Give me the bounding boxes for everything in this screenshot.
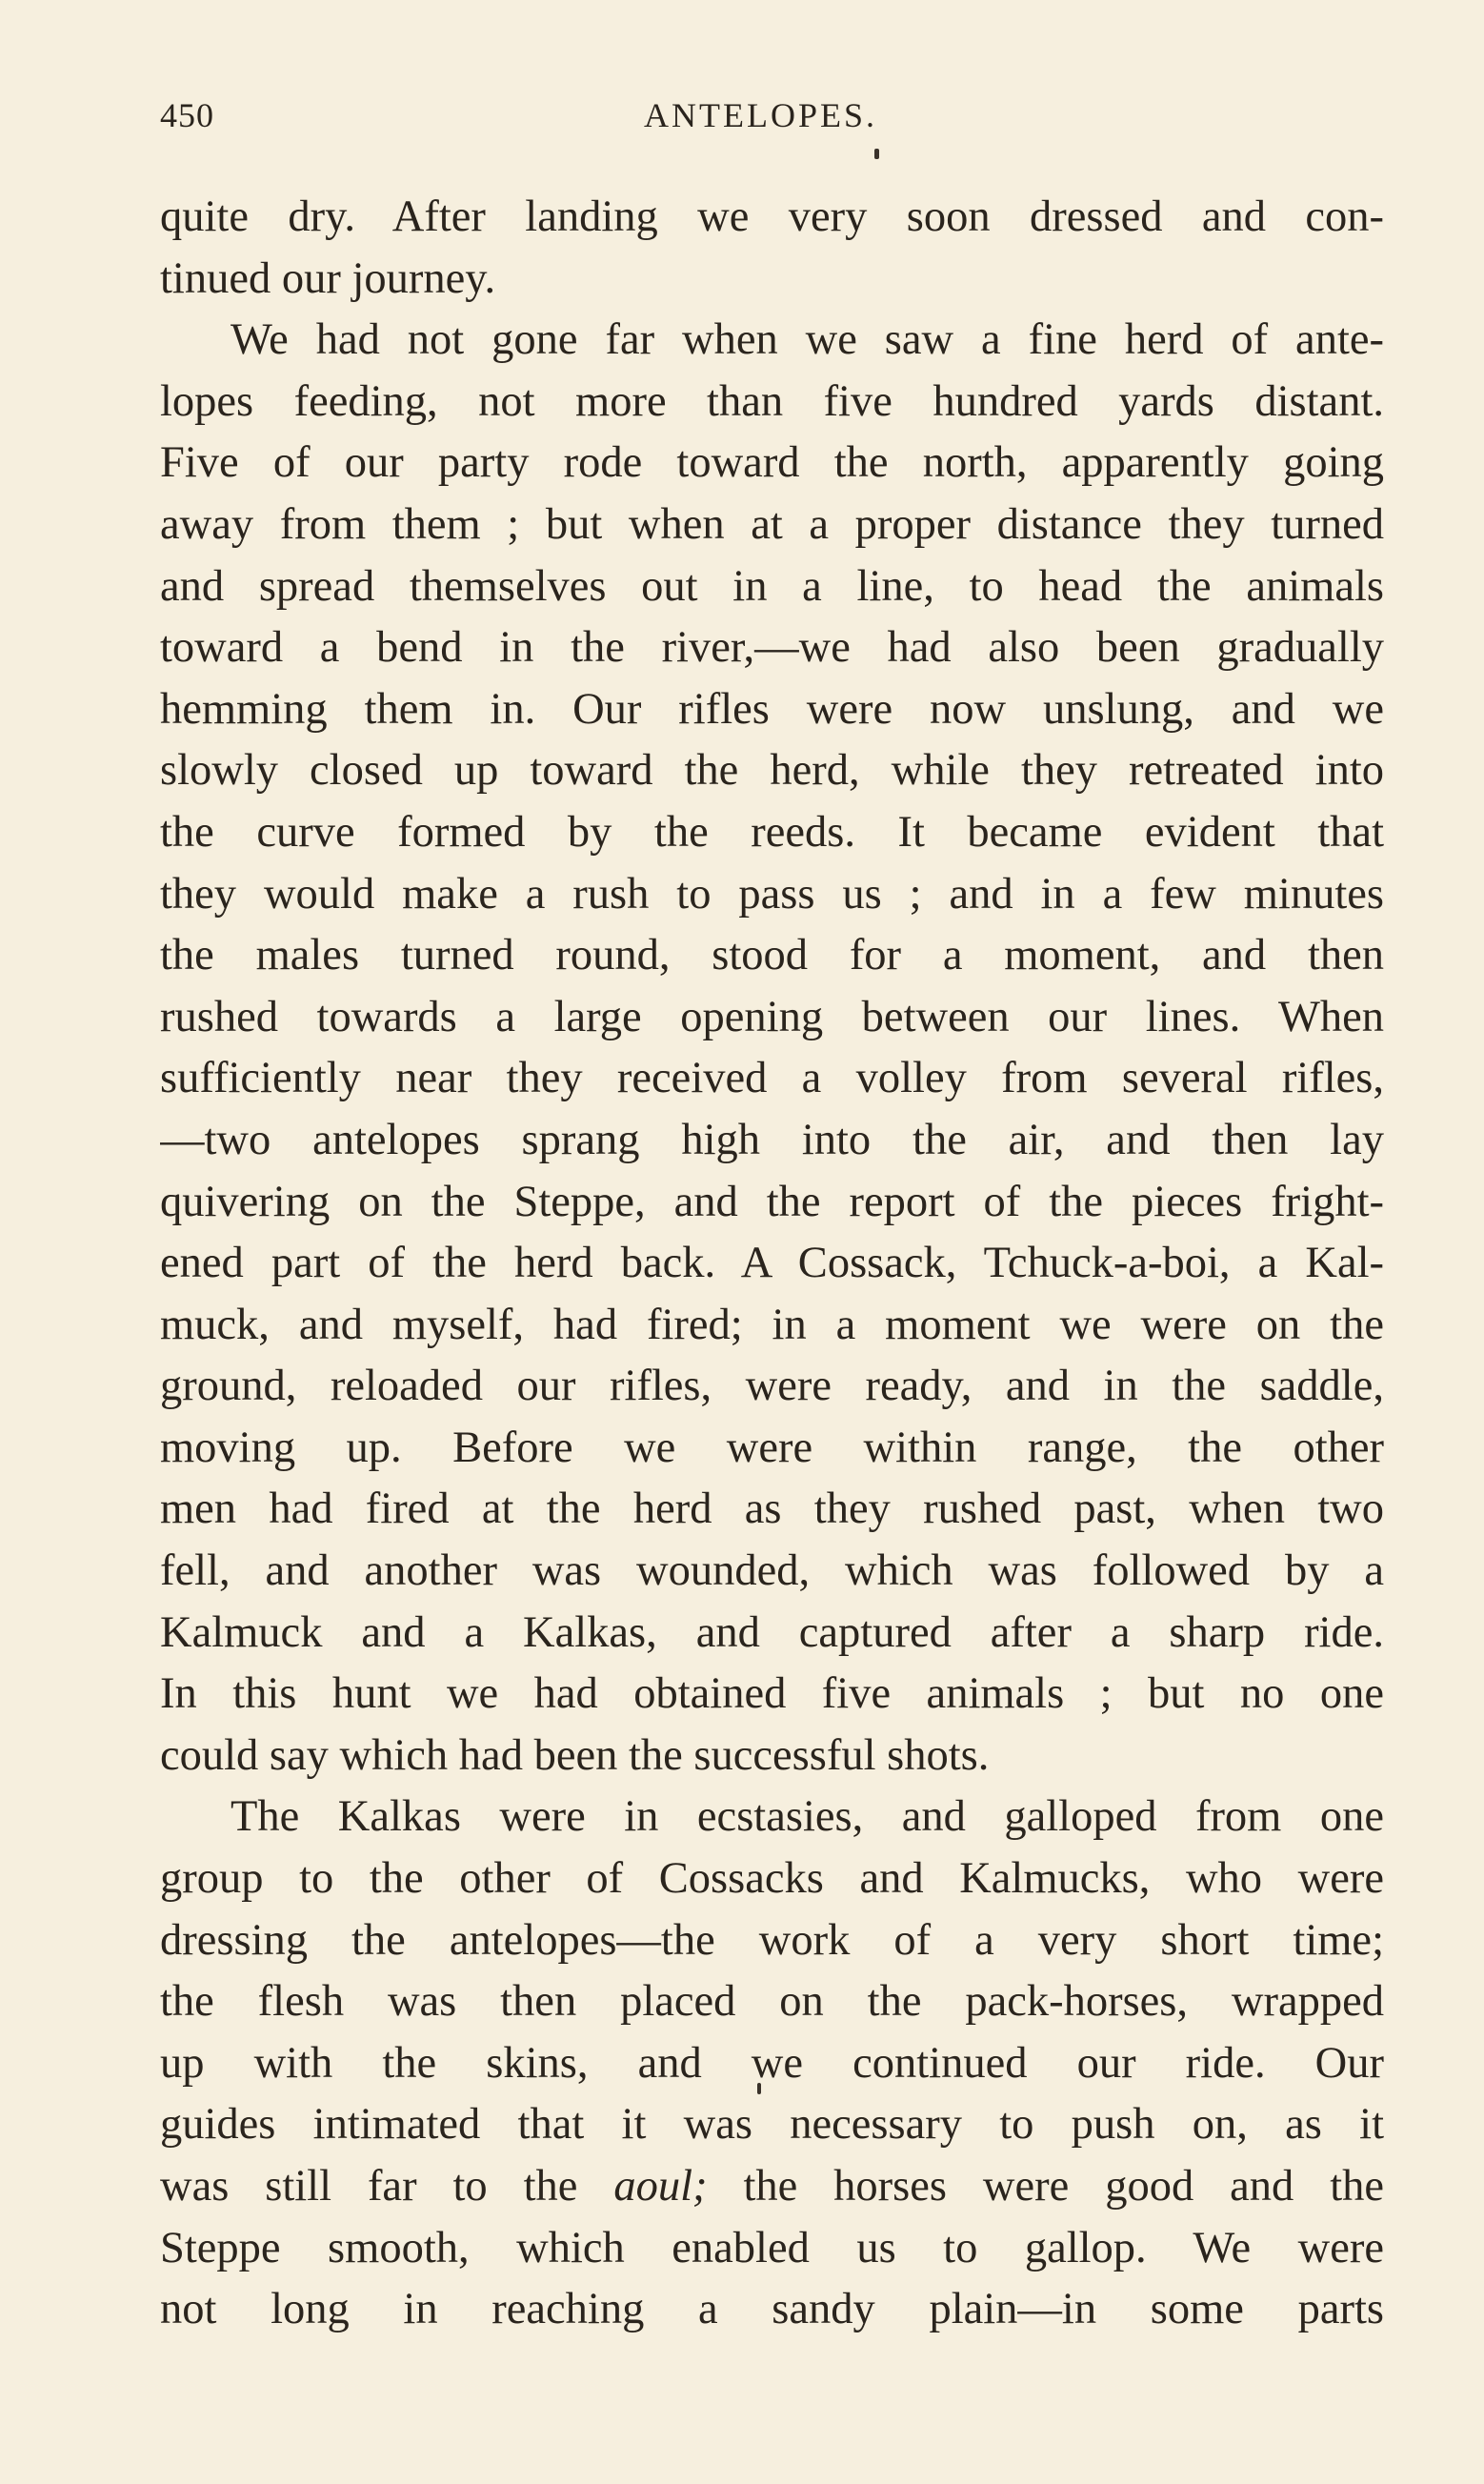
text-line: tinued our journey. [160, 253, 496, 303]
text-line: quivering on the Steppe, and the report of the pieces fright- [160, 1177, 1384, 1226]
italic-word: aoul; [613, 2162, 708, 2211]
text-line: Five of our party rode toward the north, apparently going [160, 438, 1384, 488]
text-line: could say which had been the successful shots. [160, 1730, 990, 1780]
text-line: guides intimated that it was necessary to push on, as it [160, 2100, 1384, 2150]
text-line: Steppe smooth, which enabled us to gallop. We were [160, 2223, 1384, 2272]
text-line: quite dry. After landing we very soon dressed and con- [160, 192, 1384, 241]
page-header [160, 95, 1384, 152]
text-line: group to the other of Cossacks and Kalmucks, who were [160, 1854, 1384, 1904]
text-line: not long in reaching a sandy plain—in some parts [160, 2285, 1384, 2334]
text-segment: the horses were good and the [743, 2162, 1384, 2211]
text-line: fell, and another was wounded, which was followed by a [160, 1546, 1384, 1596]
text-line: and spread themselves out in a line, to head the animals [160, 561, 1384, 611]
text-line: ened part of the herd back. A Cossack, Tchuck-a-boi, a Kal- [160, 1239, 1384, 1288]
text-line: muck, and myself, had fired; in a moment we were on the [160, 1300, 1384, 1349]
body-text [160, 187, 1384, 2341]
ink-speck [874, 149, 879, 159]
text-line: toward a bend in the river,—we had also been gradually [160, 623, 1384, 673]
text-line: hemming them in. Our rifles were now unslung, and we [160, 684, 1384, 734]
running-head [160, 95, 1384, 135]
text-line: men had fired at the herd as they rushed past, when two [160, 1484, 1384, 1534]
text-line: sufficiently near they received a volley from several rifles, [160, 1054, 1384, 1103]
text-line: they would make a rush to pass us ; and in a few minutes [160, 869, 1384, 919]
text-segment: was still far to the [160, 2162, 578, 2211]
text-line: Kalmuck and a Kalkas, and captured after a sharp ride. [160, 1607, 1384, 1657]
text-line: the flesh was then placed on the pack-horses, wrapped [160, 1977, 1384, 2027]
text-line: dressing the antelopes—the work of a very short time; [160, 1915, 1384, 1965]
text-line: The Kalkas were in ecstasies, and galloped from one [231, 1792, 1384, 1842]
text-line: the curve formed by the reeds. It became evident that [160, 807, 1384, 857]
text-line: moving up. Before we were within range, the other [160, 1423, 1384, 1472]
running-head-text: ANTELOPES. [644, 96, 877, 134]
text-line: —two antelopes sprang high into the air, and then lay [160, 1115, 1384, 1164]
text-line: rushed towards a large opening between our lines. When [160, 992, 1384, 1041]
text-line: We had not gone far when we saw a fine herd of ante- [231, 315, 1384, 365]
text-line: ground, reloaded our rifles, were ready, and in the saddle, [160, 1362, 1384, 1411]
text-line: up with the skins, and we continued our ride. Our [160, 2038, 1384, 2088]
page-number: 450 [160, 96, 214, 134]
text-line: In this hunt we had obtained five animals ; but no one [160, 1669, 1384, 1719]
text-line: lopes feeding, not more than five hundred yards distant. [160, 376, 1384, 426]
text-line: away from them ; but when at a proper distance they turned [160, 499, 1384, 549]
text-line: slowly closed up toward the herd, while they retreated into [160, 746, 1384, 796]
text-line-mixed [160, 2156, 1384, 2218]
text-line: the males turned round, stood for a moment, and then [160, 931, 1384, 980]
